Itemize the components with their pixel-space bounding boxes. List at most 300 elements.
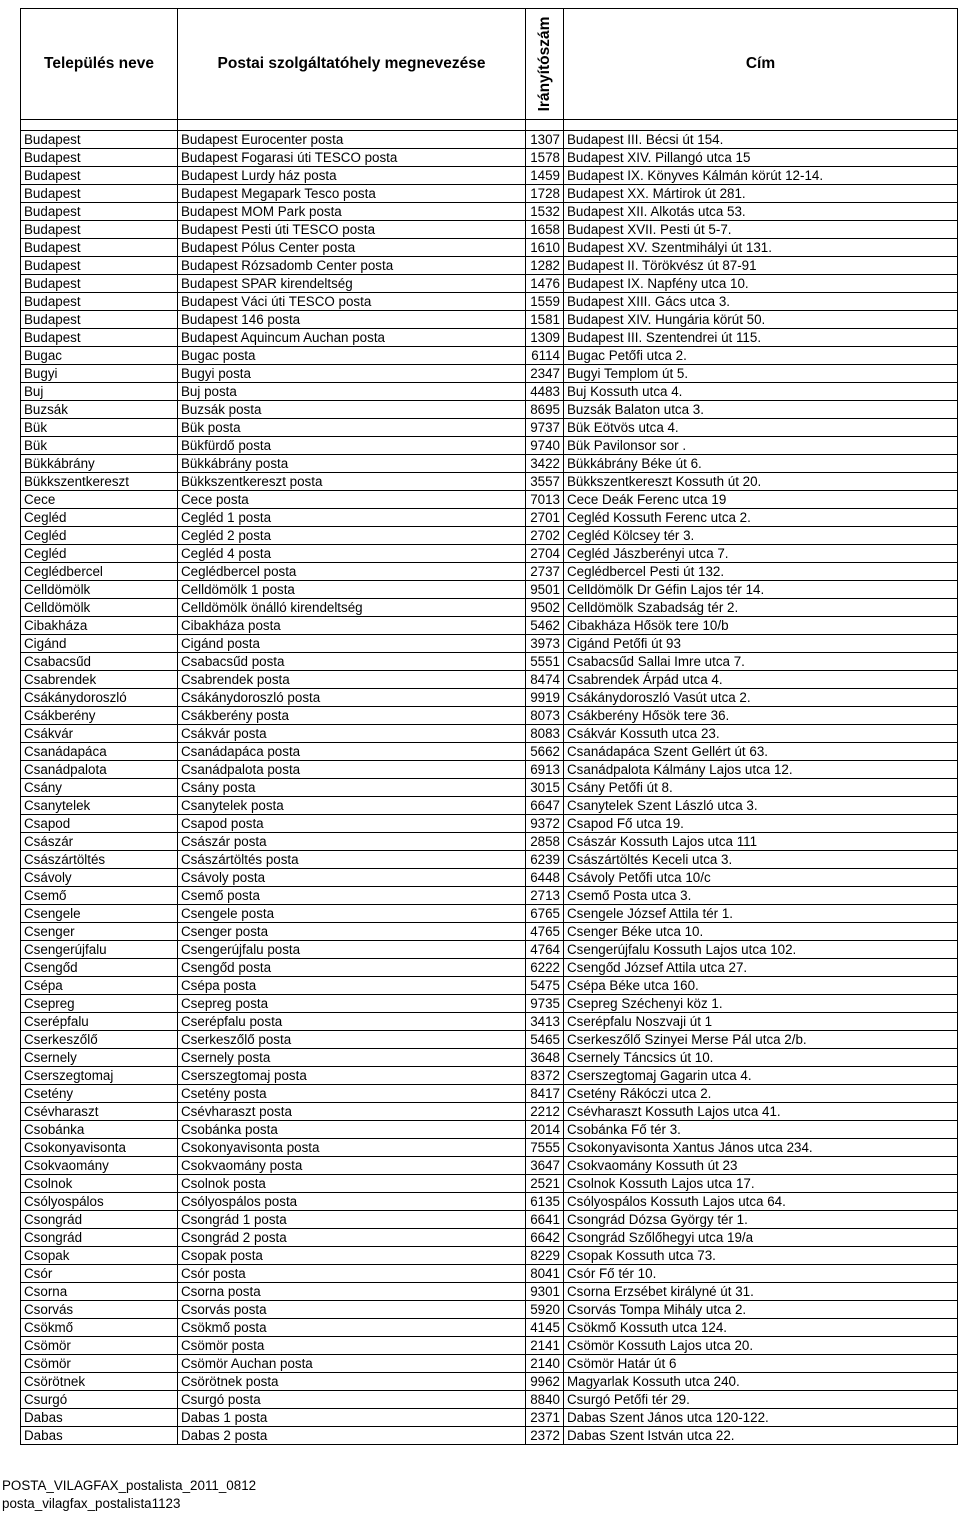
office-name-cell: Csanádapáca posta [178,743,526,761]
settlement-cell: Cserszegtomaj [21,1067,178,1085]
table-row [21,851,958,869]
settlement-cell: Csanytelek [21,797,178,815]
address-cell: Magyarlak Kossuth utca 240. [564,1373,958,1391]
table-row [21,815,958,833]
address-cell: Csopak Kossuth utca 73. [564,1247,958,1265]
address-cell: Csongrád Dózsa György tér 1. [564,1211,958,1229]
header-zip [526,9,564,120]
settlement-cell: Csorvás [21,1301,178,1319]
settlement-cell: Csokonyavisonta [21,1139,178,1157]
settlement-cell: Bükkábrány [21,455,178,473]
address-cell: Csepreg Széchenyi köz 1. [564,995,958,1013]
settlement-cell: Csernely [21,1049,178,1067]
settlement-cell: Csenger [21,923,178,941]
settlement-cell: Budapest [21,239,178,257]
office-name-cell: Csömör Auchan posta [178,1355,526,1373]
office-name-cell: Csongrád 2 posta [178,1229,526,1247]
zip-cell: 2704 [526,545,564,563]
table-row [21,509,958,527]
office-name-cell: Csávoly posta [178,869,526,887]
table-row [21,1247,958,1265]
office-name-cell: Csákberény posta [178,707,526,725]
settlement-cell: Csengele [21,905,178,923]
address-cell: Csákvár Kossuth utca 23. [564,725,958,743]
settlement-cell: Csongrád [21,1229,178,1247]
table-row [21,923,958,941]
address-cell: Cece Deák Ferenc utca 19 [564,491,958,509]
settlement-cell: Császártöltés [21,851,178,869]
table-row [21,473,958,491]
settlement-cell: Csanádapáca [21,743,178,761]
office-name-cell: Cserkeszőlő posta [178,1031,526,1049]
office-name-cell: Bükkábrány posta [178,455,526,473]
zip-cell: 2372 [526,1427,564,1445]
table-row [21,1013,958,1031]
address-cell: Budapest III. Szentendrei út 115. [564,329,958,347]
office-name-cell: Cserszegtomaj posta [178,1067,526,1085]
address-cell: Budapest II. Törökvész út 87-91 [564,257,958,275]
address-cell: Budapest III. Bécsi út 154. [564,131,958,149]
office-name-cell: Csanytelek posta [178,797,526,815]
settlement-cell: Cigánd [21,635,178,653]
settlement-cell: Dabas [21,1427,178,1445]
header-address: Cím [564,9,958,120]
office-name-cell: Bükfürdő posta [178,437,526,455]
address-cell: Cegléd Jászberényi utca 7. [564,545,958,563]
zip-cell: 1282 [526,257,564,275]
table-row [21,149,958,167]
address-cell: Ceglédbercel Pesti út 132. [564,563,958,581]
office-name-cell: Buj posta [178,383,526,401]
settlement-cell: Bugyi [21,365,178,383]
table-row [21,869,958,887]
office-name-cell: Csengerújfalu posta [178,941,526,959]
office-name-cell: Ceglédbercel posta [178,563,526,581]
table-row [21,455,958,473]
zip-cell: 9301 [526,1283,564,1301]
settlement-cell: Csörötnek [21,1373,178,1391]
address-cell: Csengele József Attila tér 1. [564,905,958,923]
zip-cell: 4764 [526,941,564,959]
office-name-cell: Dabas 1 posta [178,1409,526,1427]
office-name-cell: Cigánd posta [178,635,526,653]
settlement-cell: Csány [21,779,178,797]
table-row [21,1301,958,1319]
settlement-cell: Csopak [21,1247,178,1265]
address-cell: Budapest IX. Könyves Kálmán körút 12-14. [564,167,958,185]
settlement-cell: Bük [21,437,178,455]
zip-cell: 2212 [526,1103,564,1121]
office-name-cell: Csernely posta [178,1049,526,1067]
settlement-cell: Dabas [21,1409,178,1427]
zip-cell: 1581 [526,311,564,329]
office-name-cell: Csengele posta [178,905,526,923]
zip-cell: 3015 [526,779,564,797]
address-cell: Budapest XIV. Pillangó utca 15 [564,149,958,167]
table-row [21,1409,958,1427]
office-name-cell: Csorvás posta [178,1301,526,1319]
table-row [21,383,958,401]
table-row [21,977,958,995]
zip-cell: 7555 [526,1139,564,1157]
table-row [21,491,958,509]
table-row [21,203,958,221]
zip-cell: 1459 [526,167,564,185]
zip-cell: 3557 [526,473,564,491]
zip-cell: 8474 [526,671,564,689]
office-name-cell: Cece posta [178,491,526,509]
office-name-cell: Csetény posta [178,1085,526,1103]
settlement-cell: Cserkeszőlő [21,1031,178,1049]
office-name-cell: Csákvár posta [178,725,526,743]
settlement-cell: Budapest [21,131,178,149]
settlement-cell: Csákvár [21,725,178,743]
settlement-cell: Budapest [21,257,178,275]
zip-cell: 1610 [526,239,564,257]
address-cell: Cserépfalu Noszvaji út 1 [564,1013,958,1031]
zip-cell: 3648 [526,1049,564,1067]
office-name-cell: Csenger posta [178,923,526,941]
zip-cell: 2521 [526,1175,564,1193]
address-cell: Cserkeszőlő Szinyei Merse Pál utca 2/b. [564,1031,958,1049]
office-name-cell: Budapest Pólus Center posta [178,239,526,257]
header-zip-label: Irányítószám [536,16,553,112]
office-name-cell: Csokonyavisonta posta [178,1139,526,1157]
settlement-cell: Bugac [21,347,178,365]
office-name-cell: Csömör posta [178,1337,526,1355]
office-name-cell: Cegléd 4 posta [178,545,526,563]
table-row [21,1283,958,1301]
zip-cell: 2371 [526,1409,564,1427]
zip-cell: 6239 [526,851,564,869]
zip-cell: 1658 [526,221,564,239]
table-row [21,635,958,653]
office-name-cell: Csepreg posta [178,995,526,1013]
table-row [21,707,958,725]
header-settlement: Település neve [21,9,178,120]
address-cell: Csokonyavisonta Xantus János utca 234. [564,1139,958,1157]
office-name-cell: Cibakháza posta [178,617,526,635]
table-row [21,1193,958,1211]
zip-cell: 8041 [526,1265,564,1283]
office-name-cell: Buzsák posta [178,401,526,419]
zip-cell: 1728 [526,185,564,203]
zip-cell: 6448 [526,869,564,887]
zip-cell: 5475 [526,977,564,995]
address-cell: Csór Fő tér 10. [564,1265,958,1283]
office-name-cell: Budapest Eurocenter posta [178,131,526,149]
footer-sheet-name: posta_vilagfax_postalista1123 [2,1496,181,1511]
settlement-cell: Budapest [21,185,178,203]
address-cell: Dabas Szent István utca 22. [564,1427,958,1445]
table-row [21,743,958,761]
settlement-cell: Csetény [21,1085,178,1103]
zip-cell: 6642 [526,1229,564,1247]
office-name-cell: Budapest Aquincum Auchan posta [178,329,526,347]
zip-cell: 9501 [526,581,564,599]
address-cell: Csabrendek Árpád utca 4. [564,671,958,689]
table-row [21,347,958,365]
address-cell: Bugac Petőfi utca 2. [564,347,958,365]
settlement-cell: Cserépfalu [21,1013,178,1031]
zip-cell: 4145 [526,1319,564,1337]
settlement-cell: Budapest [21,275,178,293]
office-name-cell: Bükkszentkereszt posta [178,473,526,491]
address-cell: Csokvaomány Kossuth út 23 [564,1157,958,1175]
office-name-cell: Csurgó posta [178,1391,526,1409]
table-row [21,185,958,203]
address-cell: Csobánka Fő tér 3. [564,1121,958,1139]
office-name-cell: Csákánydoroszló posta [178,689,526,707]
office-name-cell: Budapest Pesti úti TESCO posta [178,221,526,239]
office-name-cell: Csépa posta [178,977,526,995]
address-cell: Csákberény Hősök tere 36. [564,707,958,725]
address-cell: Csávoly Petőfi utca 10/c [564,869,958,887]
table-row [21,1211,958,1229]
office-name-cell: Csolnok posta [178,1175,526,1193]
table-row [21,167,958,185]
address-cell: Budapest XIII. Gács utca 3. [564,293,958,311]
table-row [21,1031,958,1049]
table-row [21,1337,958,1355]
zip-cell: 2347 [526,365,564,383]
settlement-cell: Csólyospálos [21,1193,178,1211]
zip-cell: 1309 [526,329,564,347]
zip-cell: 8083 [526,725,564,743]
table-row [21,689,958,707]
address-cell: Csongrád Szőlőhegyi utca 19/a [564,1229,958,1247]
zip-cell: 5465 [526,1031,564,1049]
table-row [21,221,958,239]
office-name-cell: Bugyi posta [178,365,526,383]
settlement-cell: Csömör [21,1355,178,1373]
table-row [21,1085,958,1103]
table-row [21,671,958,689]
zip-cell: 9962 [526,1373,564,1391]
table-row [21,1103,958,1121]
address-cell: Csabacsűd Sallai Imre utca 7. [564,653,958,671]
address-cell: Buj Kossuth utca 4. [564,383,958,401]
address-cell: Cegléd Kölcsey tér 3. [564,527,958,545]
address-cell: Budapest IX. Napfény utca 10. [564,275,958,293]
office-name-cell: Celldömölk 1 posta [178,581,526,599]
office-name-cell: Császár posta [178,833,526,851]
table-row [21,1427,958,1445]
office-name-cell: Csány posta [178,779,526,797]
table-row [21,257,958,275]
table-row [21,1121,958,1139]
settlement-cell: Csabacsűd [21,653,178,671]
settlement-cell: Csávoly [21,869,178,887]
settlement-cell: Csobánka [21,1121,178,1139]
settlement-cell: Bük [21,419,178,437]
zip-cell: 2701 [526,509,564,527]
office-name-cell: Csopak posta [178,1247,526,1265]
office-name-cell: Budapest Rózsadomb Center posta [178,257,526,275]
address-cell: Csévharaszt Kossuth Lajos utca 41. [564,1103,958,1121]
office-name-cell: Csapod posta [178,815,526,833]
address-cell: Csökmő Kossuth utca 124. [564,1319,958,1337]
zip-cell: 5662 [526,743,564,761]
table-row [21,995,958,1013]
office-name-cell: Budapest 146 posta [178,311,526,329]
settlement-cell: Ceglédbercel [21,563,178,581]
office-name-cell: Budapest Váci úti TESCO posta [178,293,526,311]
settlement-cell: Cegléd [21,527,178,545]
office-name-cell: Dabas 2 posta [178,1427,526,1445]
settlement-cell: Buzsák [21,401,178,419]
office-name-cell: Bük posta [178,419,526,437]
office-name-cell: Csemő posta [178,887,526,905]
zip-cell: 8073 [526,707,564,725]
address-cell: Budapest XVII. Pesti út 5-7. [564,221,958,239]
settlement-cell: Csokvaomány [21,1157,178,1175]
settlement-cell: Celldömölk [21,599,178,617]
settlement-cell: Bükkszentkereszt [21,473,178,491]
address-cell: Bükkszentkereszt Kossuth út 20. [564,473,958,491]
zip-cell: 4765 [526,923,564,941]
table-row [21,131,958,149]
address-cell: Cigánd Petőfi út 93 [564,635,958,653]
address-cell: Bük Pavilonsor sor . [564,437,958,455]
address-cell: Cegléd Kossuth Ferenc utca 2. [564,509,958,527]
address-cell: Celldömölk Dr Géfin Lajos tér 14. [564,581,958,599]
table-row [21,905,958,923]
settlement-cell: Csengőd [21,959,178,977]
settlement-cell: Budapest [21,329,178,347]
zip-cell: 5462 [526,617,564,635]
address-cell: Csolnok Kossuth Lajos utca 17. [564,1175,958,1193]
zip-cell: 1307 [526,131,564,149]
settlement-cell: Budapest [21,149,178,167]
office-name-cell: Csanádpalota posta [178,761,526,779]
zip-cell: 2713 [526,887,564,905]
settlement-cell: Csengerújfalu [21,941,178,959]
office-name-cell: Cserépfalu posta [178,1013,526,1031]
zip-cell: 2140 [526,1355,564,1373]
zip-cell: 5920 [526,1301,564,1319]
table-row [21,527,958,545]
address-cell: Bük Eötvös utca 4. [564,419,958,437]
footer-filename: POSTA_VILAGFAX_postalista_2011_0812 [2,1478,257,1493]
settlement-cell: Csabrendek [21,671,178,689]
table-row [21,779,958,797]
zip-cell: 6222 [526,959,564,977]
settlement-cell: Csorna [21,1283,178,1301]
zip-cell: 7013 [526,491,564,509]
table-row [21,329,958,347]
office-name-cell: Csökmő posta [178,1319,526,1337]
office-name-cell: Budapest Fogarasi úti TESCO posta [178,149,526,167]
table-row [21,365,958,383]
zip-cell: 4483 [526,383,564,401]
office-name-cell: Budapest Megapark Tesco posta [178,185,526,203]
settlement-cell: Budapest [21,203,178,221]
table-row [21,1355,958,1373]
settlement-cell: Budapest [21,221,178,239]
address-cell: Csengerújfalu Kossuth Lajos utca 102. [564,941,958,959]
settlement-cell: Csongrád [21,1211,178,1229]
address-cell: Dabas Szent János utca 120-122. [564,1409,958,1427]
zip-cell: 1476 [526,275,564,293]
table-row [21,1175,958,1193]
zip-cell: 1578 [526,149,564,167]
address-cell: Csetény Rákóczi utca 2. [564,1085,958,1103]
address-cell: Csanádpalota Kálmány Lajos utca 12. [564,761,958,779]
zip-cell: 1559 [526,293,564,311]
office-name-cell: Csobánka posta [178,1121,526,1139]
table-row [21,1265,958,1283]
table-row [21,887,958,905]
table-row [21,1391,958,1409]
address-cell: Budapest XX. Mártirok út 281. [564,185,958,203]
settlement-cell: Budapest [21,293,178,311]
address-cell: Csólyospálos Kossuth Lajos utca 64. [564,1193,958,1211]
settlement-cell: Csemő [21,887,178,905]
address-cell: Celldömölk Szabadság tér 2. [564,599,958,617]
zip-cell: 9919 [526,689,564,707]
address-cell: Cserszegtomaj Gagarin utca 4. [564,1067,958,1085]
office-name-cell: Császártöltés posta [178,851,526,869]
settlement-cell: Cibakháza [21,617,178,635]
zip-cell: 6114 [526,347,564,365]
zip-cell: 2141 [526,1337,564,1355]
address-cell: Budapest XV. Szentmihályi út 131. [564,239,958,257]
table-row [21,1049,958,1067]
table-row [21,419,958,437]
zip-cell: 3973 [526,635,564,653]
address-cell: Császártöltés Keceli utca 3. [564,851,958,869]
address-cell: Cibakháza Hősök tere 10/b [564,617,958,635]
address-cell: Csány Petőfi út 8. [564,779,958,797]
settlement-cell: Budapest [21,167,178,185]
table-row [21,959,958,977]
office-name-cell: Celldömölk önálló kirendeltség [178,599,526,617]
postal-list-sheet [20,8,957,1445]
zip-cell: 2858 [526,833,564,851]
zip-cell: 2737 [526,563,564,581]
table-row [21,941,958,959]
zip-cell: 6765 [526,905,564,923]
address-cell: Budapest XIV. Hungária körút 50. [564,311,958,329]
zip-cell: 6135 [526,1193,564,1211]
table-row [21,1319,958,1337]
zip-cell: 3647 [526,1157,564,1175]
zip-cell: 9737 [526,419,564,437]
settlement-cell: Csákberény [21,707,178,725]
zip-cell: 8372 [526,1067,564,1085]
office-name-cell: Cegléd 2 posta [178,527,526,545]
table-row [21,311,958,329]
zip-cell: 2014 [526,1121,564,1139]
settlement-cell: Csanádpalota [21,761,178,779]
address-cell: Csanytelek Szent László utca 3. [564,797,958,815]
settlement-cell: Csurgó [21,1391,178,1409]
address-cell: Csorvás Tompa Mihály utca 2. [564,1301,958,1319]
table-row [21,1067,958,1085]
table-row [21,725,958,743]
table-row [21,293,958,311]
settlement-cell: Császár [21,833,178,851]
settlement-cell: Cece [21,491,178,509]
settlement-cell: Csévharaszt [21,1103,178,1121]
zip-cell: 9740 [526,437,564,455]
zip-cell: 5551 [526,653,564,671]
address-cell: Csömör Határ út 6 [564,1355,958,1373]
office-name-cell: Bugac posta [178,347,526,365]
zip-cell: 8840 [526,1391,564,1409]
header-row [21,9,958,120]
